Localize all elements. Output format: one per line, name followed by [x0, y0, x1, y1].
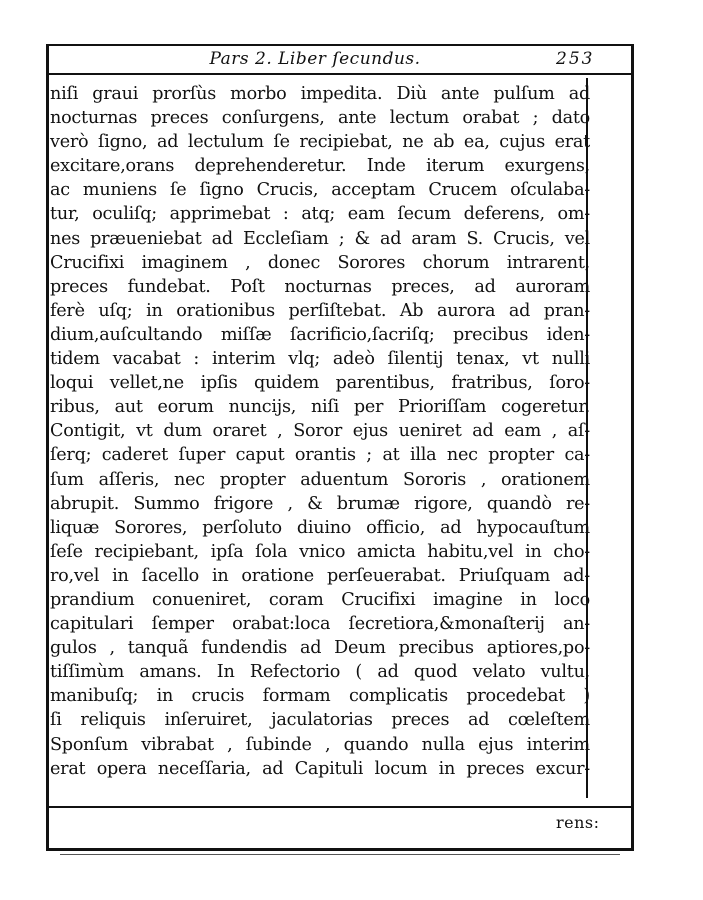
text-line: liquæ Sorores, perſoluto diuino officio, ad hypocauſtum	[50, 517, 590, 538]
text-line: abrupit. Summo frigore , & brumæ rigore, quandò re-	[50, 493, 590, 514]
left-frame-line	[46, 44, 49, 850]
text-line: ſeſe recipiebant, ipſa ſola vnico amicta habitu,vel in cho-	[50, 541, 590, 562]
text-bottom-rule	[46, 806, 634, 808]
text-line: prandium conueniret, coram Crucifixi imagine in loco	[50, 589, 590, 610]
text-line: gulos , tanquã fundendis ad Deum precibus aptiores,po-	[50, 638, 590, 659]
text-line: verò ſigno, ad lectulum ſe recipiebat, ne ab ea, cujus erat	[50, 132, 590, 153]
text-line: Crucifixi imaginem , donec Sorores chorum intrarent,	[50, 252, 590, 273]
text-line: nocturnas preces conſurgens, ante lectum orabat ; dato	[50, 108, 590, 129]
text-line: manibuſq; in crucis formam complicatis procedebat )	[50, 686, 590, 707]
catchword: rens:	[556, 813, 600, 832]
text-line: capitulari ſemper orabat:loca ſecretiora,&monaſterij an-	[50, 614, 590, 635]
text-line: tur, oculiſq; apprimebat : atq; eam ſecum deferens, om-	[50, 204, 590, 225]
right-frame-line	[631, 44, 634, 850]
top-rule	[46, 44, 634, 46]
text-line: excitare,orans deprehenderetur. Inde iterum exurgens,	[50, 156, 590, 177]
text-line: erat opera neceſſaria, ad Capituli locum in preces excur-	[50, 758, 590, 779]
text-line: tiſſimùm amans. In Refectorio ( ad quod velato vultu,	[50, 662, 590, 683]
body-text	[50, 82, 590, 781]
text-line: dium,auſcultando miſſæ ſacrificio,ſacriſq; precibus iden-	[50, 324, 590, 345]
text-line: ſerq; caderet ſuper caput orantis ; at illa nec propter ca-	[50, 445, 590, 466]
text-line: Sponſum vibrabat , ſubinde , quando nulla ejus interim	[50, 734, 590, 755]
page-number: 253	[556, 49, 595, 69]
text-line: nes præueniebat ad Eccleſiam ; & ad aram S. Crucis, vel	[50, 228, 590, 249]
text-line: ſi reliquis inſeruiret, jaculatorias preces ad cœleſtem	[50, 710, 590, 731]
running-head: Pars 2. Liber ſecundus.	[209, 49, 421, 69]
bottom-rule	[46, 848, 634, 851]
text-line: Contigit, vt dum oraret , Soror ejus ueniret ad eam , aſ-	[50, 421, 590, 442]
text-line: ro,vel in ſacello in oratione perſeuerabat. Priuſquam ad-	[50, 565, 590, 586]
text-line: tidem vacabat : interim vlq; adeò ſilentij tenax, vt nulli	[50, 349, 590, 370]
text-line: ac muniens ſe ſigno Crucis, acceptam Crucem oſculaba-	[50, 180, 590, 201]
text-line: ribus, aut eorum nuncijs, niſi per Prioriſſam cogeretur.	[50, 397, 590, 418]
text-line: niſi graui prorſùs morbo impedita. Diù ante pulſum ad	[50, 84, 590, 104]
text-line: ſum aſſeris, nec propter aduentum Sororis , orationem	[50, 469, 590, 490]
bottom-rule-thin	[60, 854, 620, 855]
text-line: loqui vellet,ne ipſis quidem parentibus, fratribus, ſoro-	[50, 373, 590, 394]
text-line: preces fundebat. Poſt nocturnas preces, ad auroram	[50, 276, 590, 297]
text-line: ferè uſq; in orationibus perſiſtebat. Ab aurora ad pran-	[50, 300, 590, 321]
header-rule	[46, 73, 634, 75]
